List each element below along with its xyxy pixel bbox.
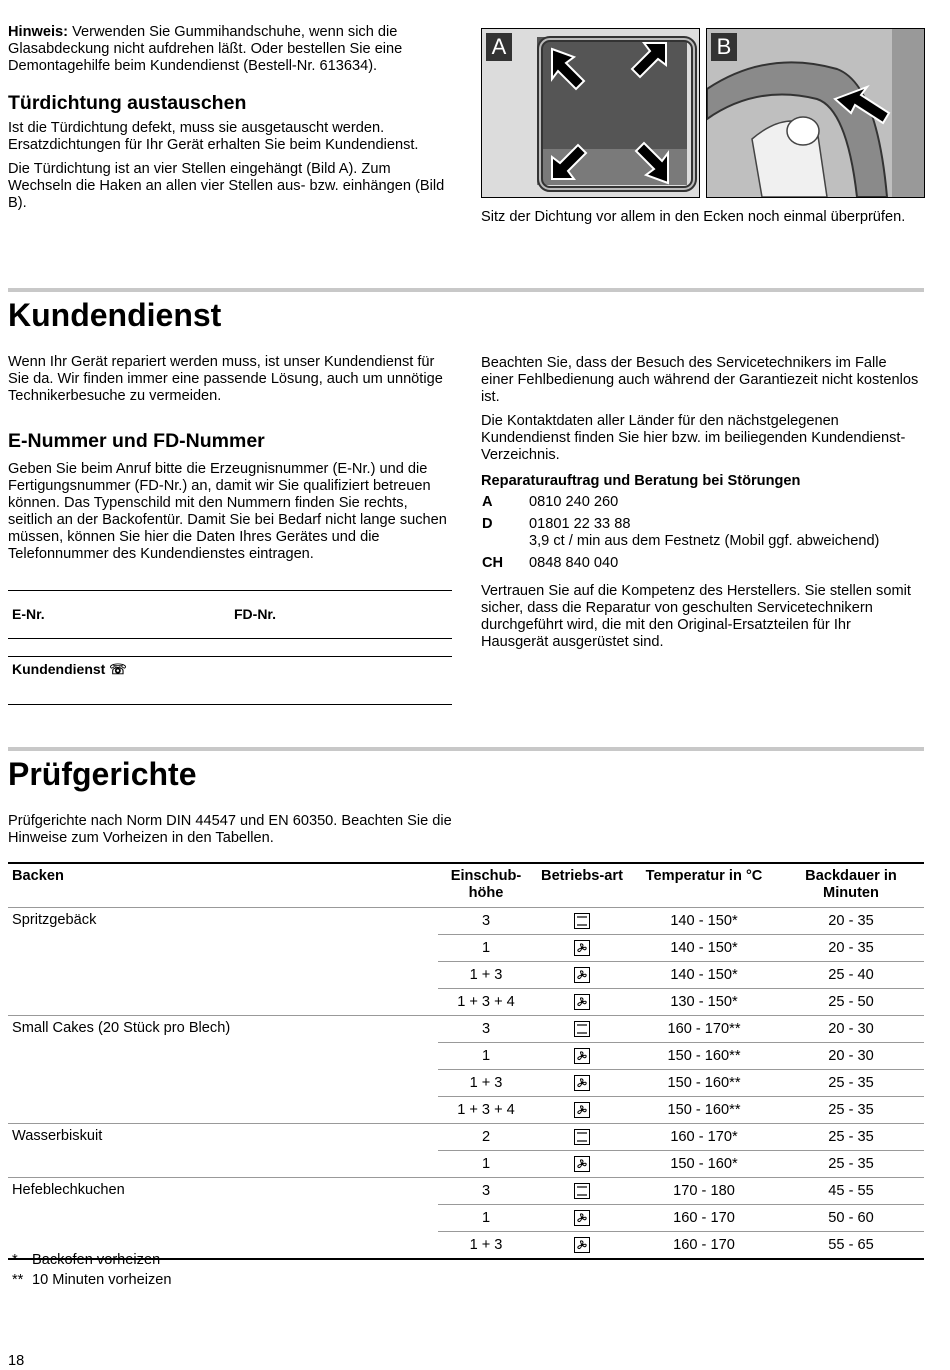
- hot-air-icon: [574, 1048, 590, 1064]
- enr-text: Geben Sie beim Anruf bitte die Erzeugnisnummer (E-Nr.) und die Fertigungsnummer (FD-Nr.) an, damit wir Sie qualifiziert betreuen können. Das Typenschild mit den Nummern finden Sie rechts, seitlich an der Backofentür. Damit Sie bei Bedarf nicht lange suchen müssen, können Sie hier die Daten Ihres Gerätes und die Telefonnummer des Kundendienstes eintragen.: [8, 461, 447, 562]
- operating-mode: [534, 1097, 630, 1124]
- shelf-level: 3: [438, 1016, 534, 1043]
- top-bottom-heat-icon: [574, 913, 590, 929]
- door-seal-illustration-b: [707, 29, 924, 197]
- hot-air-icon: [574, 1210, 590, 1226]
- footnote: ** 10 Minuten vorheizen: [12, 1272, 172, 1288]
- baking-time: 25 - 35: [778, 1151, 924, 1178]
- hot-air-icon: [574, 994, 590, 1010]
- image-caption: Sitz der Dichtung vor allem in den Ecken noch einmal überprüfen.: [481, 209, 906, 225]
- tests-intro: Prüfgerichte nach Norm DIN 44547 und EN 60350. Beachten Sie die Hinweise zum Vorheizen in den Tabellen.: [8, 813, 452, 846]
- service-right-para2: Die Kontaktdaten aller Länder für den nächstgelegenen Kundendienst finden Sie hier bzw. im beiliegenden Kundendienst-Verzeichnis.: [481, 413, 906, 463]
- header-level: Einschub-höhe: [438, 863, 534, 908]
- form-rule: [8, 638, 452, 639]
- door-seal-illustration-a: [482, 29, 699, 197]
- operating-mode: [534, 1151, 630, 1178]
- baking-time: 20 - 35: [778, 908, 924, 935]
- header-mode: Betriebs-art: [534, 863, 630, 908]
- temperature: 160 - 170: [630, 1205, 778, 1232]
- hint-label: Hinweis:: [8, 24, 69, 40]
- baking-time: 25 - 35: [778, 1097, 924, 1124]
- baking-time: 20 - 30: [778, 1043, 924, 1070]
- form-rule: [8, 704, 452, 705]
- shelf-level: 1 + 3 + 4: [438, 1097, 534, 1124]
- baking-time: 20 - 30: [778, 1016, 924, 1043]
- contact-code: A: [482, 494, 493, 510]
- shelf-level: 1 + 3: [438, 1070, 534, 1097]
- service-intro: Wenn Ihr Gerät repariert werden muss, ist unser Kundendienst für Sie da. Wir finden immer eine passende Lösung, auch um unnötige Technikerbesuche zu vermeiden.: [8, 354, 443, 404]
- trust-paragraph: Vertrauen Sie auf die Kompetenz des Herstellers. Sie stellen somit sicher, dass die Reparatur von geschulten Servicetechnikern durchgeführt wird, die mit den Original-Ersatzteilen für Ihr Hausgerät ausgerüstet sind.: [481, 583, 911, 650]
- header-dish: Backen: [8, 863, 438, 908]
- service-title: Kundendienst: [8, 297, 222, 333]
- door-seal-heading: Türdichtung austauschen: [8, 92, 247, 114]
- form-rule: [8, 590, 452, 591]
- temperature: 160 - 170: [630, 1232, 778, 1260]
- operating-mode: [534, 1205, 630, 1232]
- dish-name: Hefeblechkuchen: [8, 1178, 438, 1260]
- temperature: 150 - 160*: [630, 1151, 778, 1178]
- hot-air-icon: [574, 1156, 590, 1172]
- top-bottom-heat-icon: [574, 1183, 590, 1199]
- contact-code: D: [482, 516, 493, 532]
- shelf-level: 1 + 3: [438, 962, 534, 989]
- hint-text: Verwenden Sie Gummihandschuhe, wenn sich die Glasabdeckung nicht aufdrehen läßt. Oder bestellen Sie eine Demontagehilfe beim Kundendienst (Bestell-Nr. 613634).: [8, 24, 403, 74]
- image-b-label: B: [711, 33, 737, 61]
- temperature: 140 - 150*: [630, 935, 778, 962]
- shelf-level: 1: [438, 1043, 534, 1070]
- table-row: [8, 1016, 924, 1043]
- repair-heading: Reparaturauftrag und Beratung bei Störungen: [481, 473, 801, 489]
- table-row: [8, 1124, 924, 1151]
- temperature: 140 - 150*: [630, 908, 778, 935]
- operating-mode: [534, 1043, 630, 1070]
- service-phone-label: [12, 661, 127, 678]
- table-header-row: [8, 863, 924, 908]
- page-number: 18: [8, 1353, 25, 1369]
- shelf-level: 1 + 3: [438, 1232, 534, 1260]
- shelf-level: 3: [438, 1178, 534, 1205]
- hot-air-icon: [574, 940, 590, 956]
- temperature: 150 - 160**: [630, 1070, 778, 1097]
- dish-name: Wasserbiskuit: [8, 1124, 438, 1178]
- phone-icon: ☏: [109, 661, 127, 677]
- table-row: [8, 908, 924, 935]
- shelf-level: 1: [438, 1151, 534, 1178]
- operating-mode: [534, 962, 630, 989]
- test-dishes-table: [8, 862, 924, 1260]
- hot-air-icon: [574, 1237, 590, 1253]
- operating-mode: [534, 935, 630, 962]
- baking-time: 25 - 50: [778, 989, 924, 1016]
- footnote: * Backofen vorheizen: [12, 1252, 161, 1268]
- temperature: 160 - 170*: [630, 1124, 778, 1151]
- top-bottom-heat-icon: [574, 1021, 590, 1037]
- table-row: [8, 1178, 924, 1205]
- section-divider: [8, 747, 924, 751]
- service-right-para1: Beachten Sie, dass der Besuch des Servicetechnikers im Falle einer Fehlbedienung auch während der Garantiezeit nicht kostenlos ist.: [481, 355, 919, 405]
- baking-time: 20 - 35: [778, 935, 924, 962]
- header-duration: Backdauer in Minuten: [778, 863, 924, 908]
- dish-name: Small Cakes (20 Stück pro Blech): [8, 1016, 438, 1124]
- shelf-level: 1: [438, 935, 534, 962]
- shelf-level: 1 + 3 + 4: [438, 989, 534, 1016]
- temperature: 170 - 180: [630, 1178, 778, 1205]
- temperature: 140 - 150*: [630, 962, 778, 989]
- image-a: [481, 28, 700, 198]
- image-a-label: A: [486, 33, 512, 61]
- baking-time: 50 - 60: [778, 1205, 924, 1232]
- operating-mode: [534, 1178, 630, 1205]
- operating-mode: [534, 908, 630, 935]
- baking-time: 25 - 35: [778, 1124, 924, 1151]
- operating-mode: [534, 1232, 630, 1260]
- operating-mode: [534, 1124, 630, 1151]
- image-b: [706, 28, 925, 198]
- operating-mode: [534, 989, 630, 1016]
- fdnr-label: FD-Nr.: [234, 606, 276, 622]
- shelf-level: 1: [438, 1205, 534, 1232]
- dish-name: Spritzgebäck: [8, 908, 438, 1016]
- section-divider: [8, 288, 924, 292]
- shelf-level: 2: [438, 1124, 534, 1151]
- enr-label: E-Nr.: [12, 606, 45, 622]
- temperature: 150 - 160**: [630, 1097, 778, 1124]
- hot-air-icon: [574, 1102, 590, 1118]
- temperature: 160 - 170**: [630, 1016, 778, 1043]
- baking-time: 55 - 65: [778, 1232, 924, 1260]
- baking-time: 25 - 40: [778, 962, 924, 989]
- contact-number: 01801 22 33 88: [529, 516, 631, 532]
- hot-air-icon: [574, 1075, 590, 1091]
- hot-air-icon: [574, 967, 590, 983]
- contact-code: CH: [482, 555, 504, 571]
- enr-subheading: E-Nummer und FD-Nummer: [8, 430, 265, 452]
- baking-time: 45 - 55: [778, 1178, 924, 1205]
- form-rule: [8, 656, 452, 657]
- operating-mode: [534, 1070, 630, 1097]
- door-seal-para2: Die Türdichtung ist an vier Stellen eingehängt (Bild A). Zum Wechseln die Haken an allen vier Stellen aus- bzw. einhängen (Bild B).: [8, 161, 445, 211]
- shelf-level: 3: [438, 908, 534, 935]
- tests-title: Prüfgerichte: [8, 756, 197, 792]
- temperature: 150 - 160**: [630, 1043, 778, 1070]
- contact-number: 0810 240 260: [529, 494, 619, 510]
- top-bottom-heat-icon: [574, 1129, 590, 1145]
- hint-paragraph: [8, 24, 448, 75]
- contact-note: 3,9 ct / min aus dem Festnetz (Mobil ggf. abweichend): [529, 533, 880, 549]
- temperature: 130 - 150*: [630, 989, 778, 1016]
- header-temperature: Temperatur in °C: [630, 863, 778, 908]
- operating-mode: [534, 1016, 630, 1043]
- service-phone-text: Kundendienst: [12, 661, 106, 677]
- baking-time: 25 - 35: [778, 1070, 924, 1097]
- contact-number: 0848 840 040: [529, 555, 619, 571]
- door-seal-para1: Ist die Türdichtung defekt, muss sie ausgetauscht werden. Ersatzdichtungen für Ihr Gerät erhalten Sie beim Kundendienst.: [8, 120, 419, 153]
